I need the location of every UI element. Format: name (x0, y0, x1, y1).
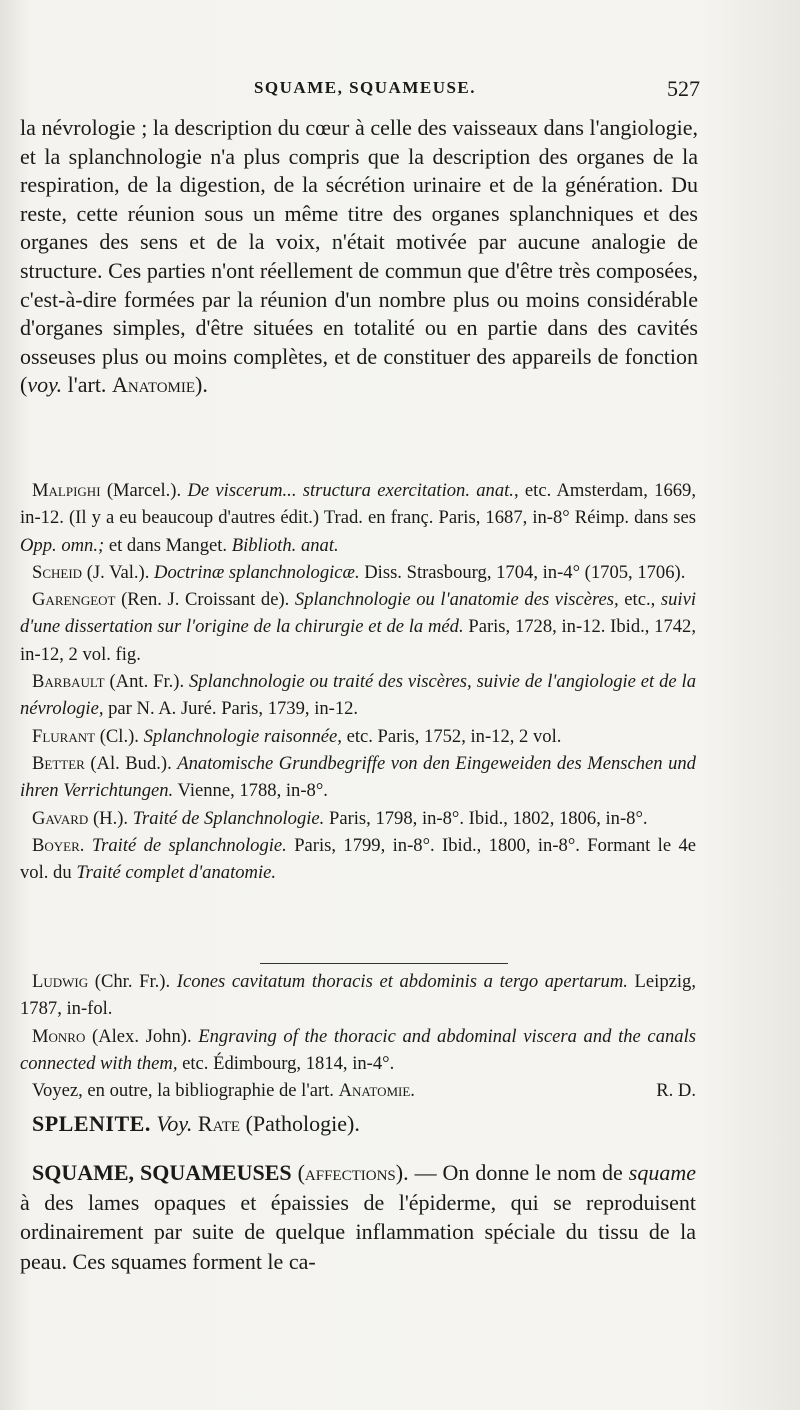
cross-ref-anatomie: Anatomie (111, 372, 196, 398)
body-paragraph: la névrologie ; la description du cœur à celle des vaisseaux dans l'angiologie, et la splanchnologie n'a plus compris que la description des organes de la respiration, de la digestion, de la sécrétion urinaire et de la génération. Du reste, cette réunion sous un même titre des organes splanchniques et des organes des sens et de la voix, n'était motivée par aucune analogie de structure. Ces parties n'ont réellement de commun que d'être très composées, c'est-à-dire formées par la réunion d'un nombre plus ou moins considérable d'organes simples, d'être situées en totalité ou en partie dans des cavités osseuses plus ou moins complètes, et de constituer des appareils de fonction (voy. l'art. Anatomie). (20, 115, 698, 398)
bib-entry: Gavard (H.). Traité de Splanchnologie. Paris, 1798, in-8°. Ibid., 1802, 1806, in-8°. (32, 807, 648, 829)
bib-entry: Ludwig (Chr. Fr.). Icones cavitatum thoracis et abdominis a tergo apertarum. Leipzig, 1787, in-fol. (20, 971, 696, 1020)
bib-entry: Barbault (Ant. Fr.). Splanchnologie ou traité des viscères, suivie de l'angiologie et de la névrologie, par N. A. Juré. Paris, 1739, in-12. (20, 671, 696, 720)
bibliography-list (20, 477, 696, 886)
voy-abbrev: voy. (27, 372, 63, 398)
entry-splenite: SPLENITE. Voy. Rate (Pathologie). (32, 1111, 360, 1136)
bib-entry: Flurant (Cl.). Splanchnologie raisonnée, etc. Paris, 1752, in-12, 2 vol. (32, 725, 562, 747)
headword-squame: SQUAME, SQUAMEUSES (32, 1160, 292, 1185)
bibliography-list-plates (20, 968, 696, 1104)
author-initials: R. D. (656, 1080, 696, 1102)
page-header (30, 78, 700, 104)
entry-squame: SQUAME, SQUAMEUSES (affections). — On donne le nom de squame à des lames opaques et épaissies de l'épiderme, qui se reproduisent ordinairement par suite de quelque inflammation spéciale du tissu de la peau. Ces squames forment le ca- (20, 1160, 697, 1274)
voy-abbrev: Voy. (156, 1111, 193, 1136)
headword-splenite: SPLENITE. (32, 1111, 151, 1136)
bib-entry: Better (Al. Bud.). Anatomische Grundbegriffe von den Eingeweiden des Menschen und ihren Verrichtungen. Vienne, 1788, in-8°. (20, 752, 696, 802)
voyez-line: Voyez, en outre, la bibliographie de l'art. Anatomie. R. D. (20, 1077, 696, 1104)
bib-entry: Boyer. Traité de splanchnologie. Paris, 1799, in-8°. Ibid., 1800, in-8°. Formant le 4e vol. du Traité complet d'anatomie. (20, 834, 697, 884)
bib-entry: Garengeot (Ren. J. Croissant de). Splanchnologie ou l'anatomie des viscères, etc., suivi d'une dissertation sur l'origine de la chirurgie et de la méd. Paris, 1728, in-12. Ibid., 1742, in-12, 2 vol. fig. (20, 589, 696, 665)
bib-entry: Monro (Alex. John). Engraving of the thoracic and abdominal viscera and the canals connected with them, etc. Édimbourg, 1814, in-4°. (20, 1025, 696, 1074)
paragraph-text: la névrologie ; la description du cœur à celle des vaisseaux dans l'angiologie, et la splanchnologie n'a plus compris que la description des organes de la respiration, de la digestion, de la sécrétion urinaire et de la génération. Du reste, cette réunion sous un même titre des organes splanchniques et des organes des sens et de la voix, n'était motivée par aucune analogie de structure. Ces parties n'ont réellement de commun que d'être très composées, c'est-à-dire formées par la réunion d'un nombre plus ou moins considérable d'organes simples, d'être situées en totalité ou en partie dans des cavités osseuses plus ou moins complètes, et de constituer des appareils de fonction ( (20, 115, 698, 398)
running-title: SQUAME, SQUAMEUSE. (253, 78, 477, 97)
page-number: 527 (667, 76, 700, 101)
cross-ref-rate: Rate (197, 1111, 241, 1136)
bib-entry: Malpighi (Marcel.). De viscerum... structura exercitation. anat., etc. Amsterdam, 1669, in-12. (Il y a eu beaucoup d'autres édit.) Trad. en franç. Paris, 1687, in-8° Réimp. dans ses Opp. omn.; et dans Manget. Biblioth. anat. (20, 480, 696, 556)
section-divider (260, 963, 508, 964)
bib-entry: Scheid (J. Val.). Doctrinæ splanchnologicæ. Diss. Strasbourg, 1704, in-4° (1705, 1706). (32, 561, 686, 583)
